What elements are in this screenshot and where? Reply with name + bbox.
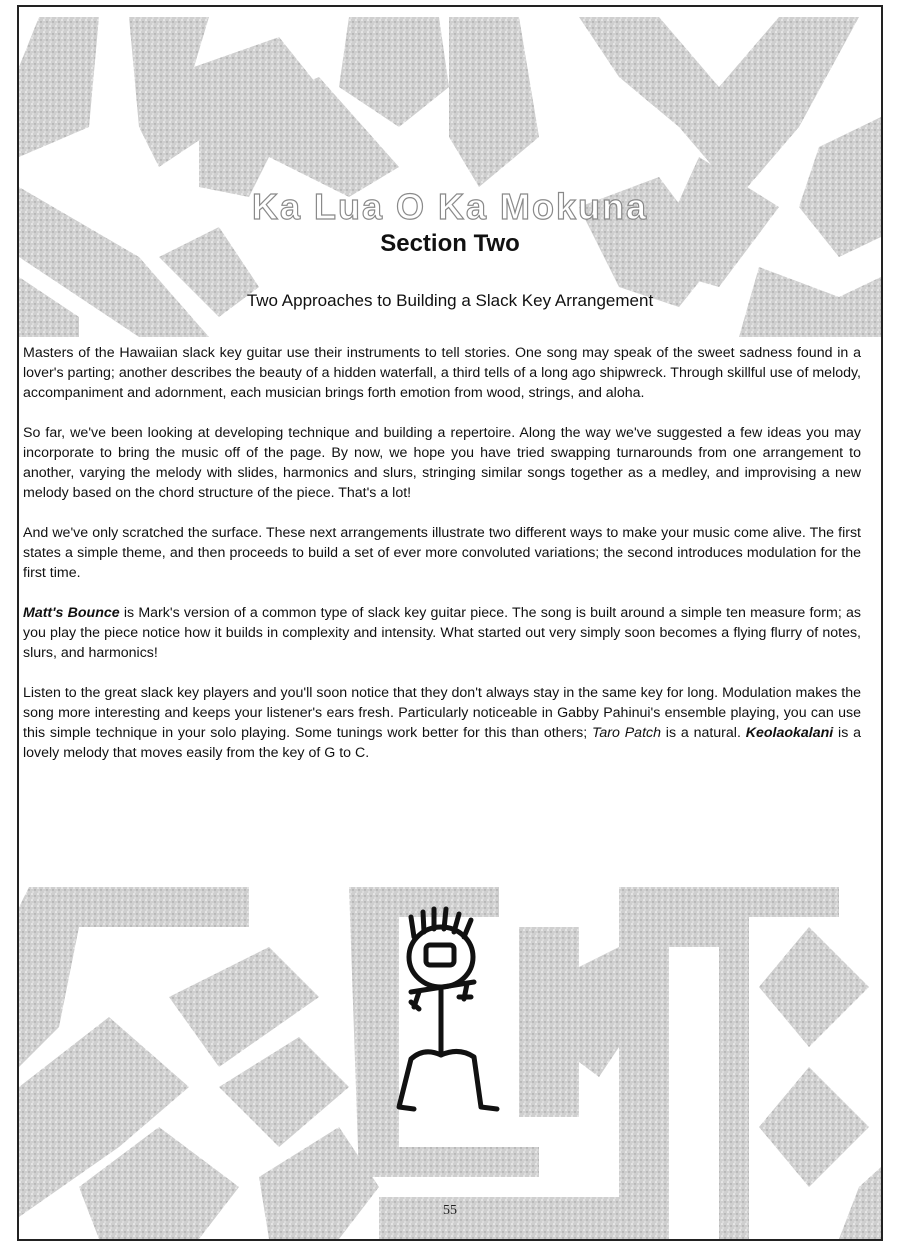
paragraph-1: Masters of the Hawaiian slack key guitar use their instruments to tell stories. One song may speak of the sweet sadness found in a lover's parting; another describes the beauty of a hidden waterfall, a third tells of a long ago shipwreck. Through skillful use of melody, accompaniment and adornment, each musician brings forth emotion from wood, strings, and aloha. [23, 345, 861, 401]
paragraph-4-text: is Mark's version of a common type of slack key guitar piece. The song is built around a simple ten measure form; as you play the piece notice how it builds in complexity and intensity. What started out very simply soon becomes a flying flurry of notes, slurs, and harmonics! [23, 605, 861, 661]
section-title: Section Two [380, 230, 520, 257]
paragraph-2: So far, we've been looking at developing technique and building a repertoire. Along the way we've suggested a few ideas you may incorporate to bring the music off of the page. By now, we hope you have tried swapping turnarounds from one arrangement to another, varying the melody with slides, harmonics and slurs, stringing similar songs together as a medley, and improvising a new melody based on the chord structure of the piece. That's a lot! [23, 425, 861, 501]
paragraph-5-text-a: Listen to the great slack key players and you'll soon notice that they don't always stay in the same key for long. Modulation makes the song more interesting and keeps your listener's ears fresh. Particularly noticeable in Gabby Pahinui's ensemble playing, you can use this simple technique in your solo playing. Some tunings work better for this than others; [23, 685, 861, 741]
paragraph-5-text-b: is a natural. [661, 725, 746, 741]
tuning-name: Taro Patch [592, 725, 661, 741]
paragraph-3: And we've only scratched the surface. These next arrangements illustrate two different ways to make your music come alive. The first states a simple theme, and then proceeds to build a set of ever more convoluted variations; the second introduces modulation for the first time. [23, 525, 861, 581]
body-text [23, 343, 861, 783]
bottom-decorative-pattern [19, 887, 881, 1239]
page [17, 5, 883, 1241]
song-title-matts-bounce: Matt's Bounce [23, 605, 120, 621]
page-number: 55 [443, 1203, 457, 1218]
subtitle: Two Approaches to Building a Slack Key Arrangement [246, 291, 654, 310]
hawaiian-section-title: Ka Lua O Ka Mokuna [251, 186, 649, 227]
top-decorative-pattern [19, 7, 881, 337]
song-title-keolaokalani: Keolaokalani [745, 725, 834, 741]
paragraph-5 [23, 683, 861, 763]
paragraph-5-text-c: is a lovely melody that moves easily from the key of G to C. [23, 725, 862, 761]
petroglyph-figure-icon [399, 909, 497, 1109]
paragraph-4 [23, 603, 861, 663]
